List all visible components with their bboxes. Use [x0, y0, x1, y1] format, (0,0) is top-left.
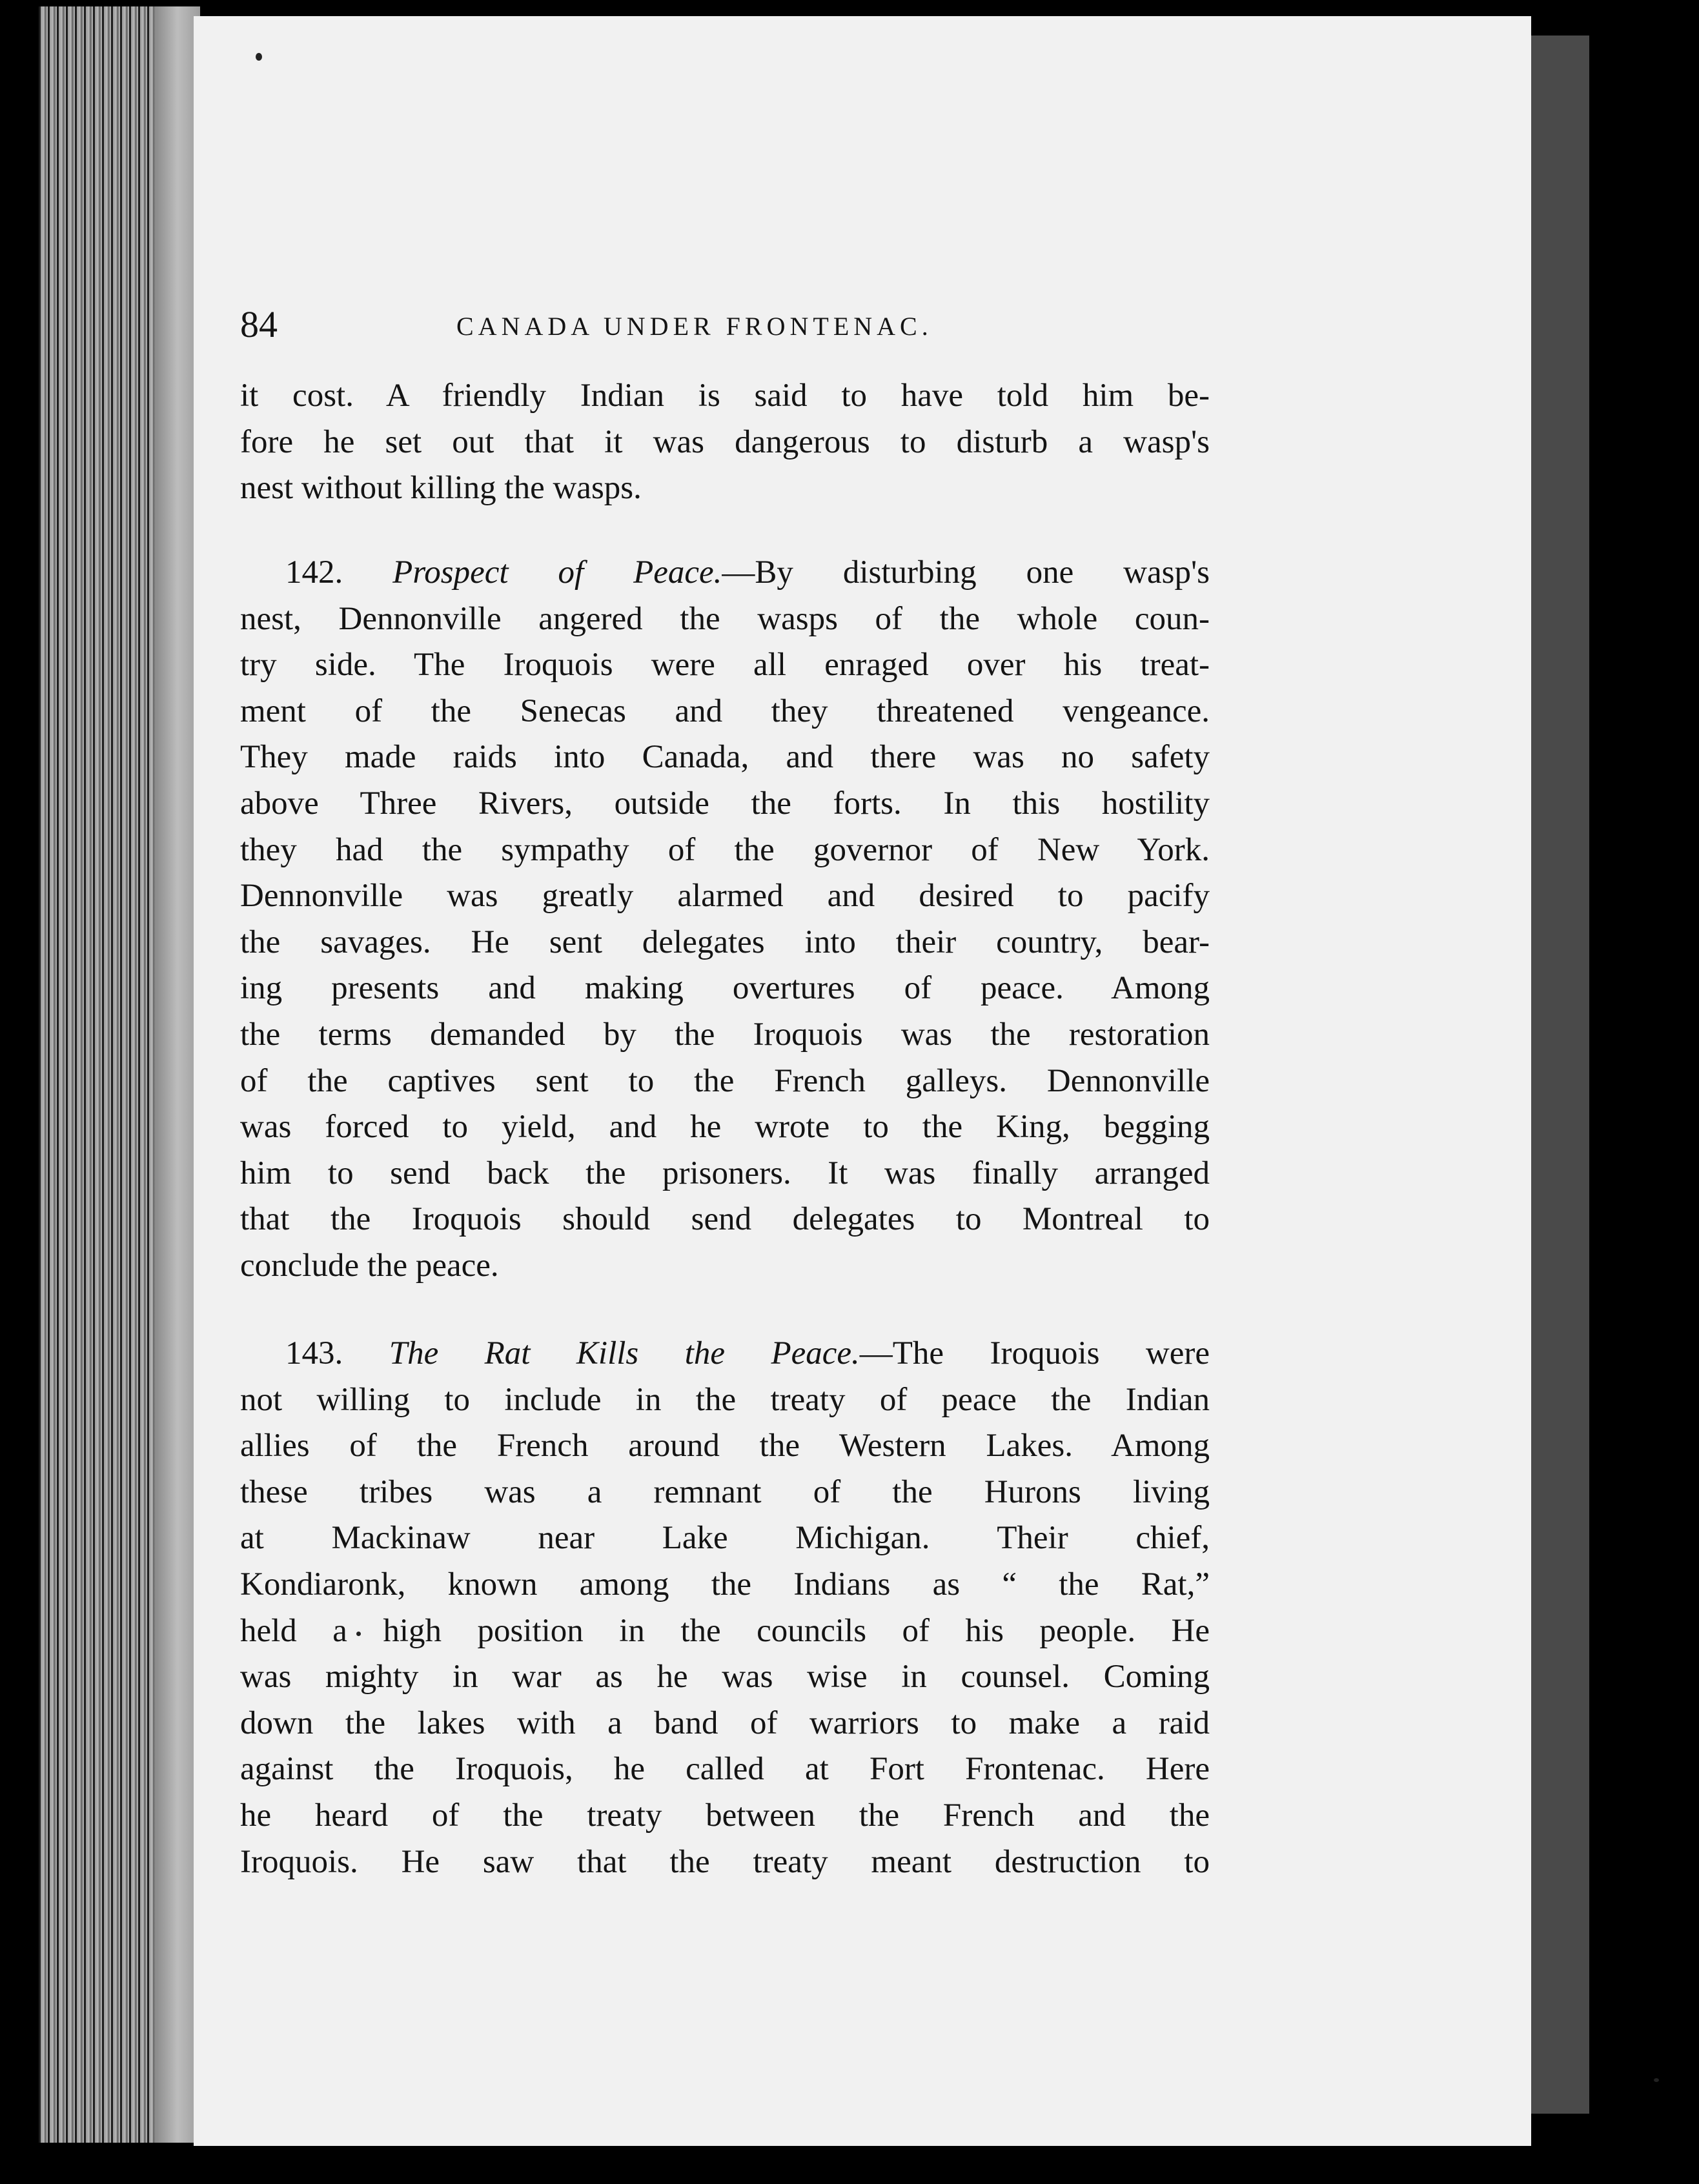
text-line: not willing to include in the treaty of peace the Indian [240, 1381, 1210, 1418]
text-line: down the lakes with a band of warriors to make a raid [240, 1704, 1210, 1741]
text-fragment: —The Iroquois were [859, 1335, 1210, 1371]
text-line: held a high position in the councils of his people. He [240, 1612, 1210, 1649]
section-number: 143. [285, 1335, 343, 1371]
section-heading: The Rat Kills the Peace. [389, 1335, 860, 1371]
section-143-paragraph [240, 1331, 1210, 1885]
text-line: was forced to yield, and he wrote to the King, begging [240, 1109, 1210, 1146]
text-line: fore he set out that it was dangerous to disturb a wasp's [240, 423, 1210, 460]
text-line: the terms demanded by the Iroquois was the restoration [240, 1016, 1210, 1053]
text-line: allies of the French around the Western Lakes. Among [240, 1428, 1210, 1464]
text-line: it cost. A friendly Indian is said to have told him be- [240, 378, 1210, 414]
text-line: Kondiaronk, known among the Indians as “ the Rat,” [240, 1566, 1210, 1603]
text-line: ing presents and making overtures of peace. Among [240, 970, 1210, 1007]
text-line: try side. The Iroquois were all enraged over his treat- [240, 647, 1210, 683]
page-header [240, 302, 1208, 347]
text-line: him to send back the prisoners. It was finally arranged [240, 1155, 1210, 1191]
text-line: that the Iroquois should send delegates to Montreal to [240, 1201, 1210, 1238]
section-first-line [240, 550, 1210, 596]
text-line: of the captives sent to the French galleys. Dennonville [240, 1062, 1210, 1099]
text-line: he heard of the treaty between the French and the [240, 1797, 1210, 1834]
scan-speck [1654, 2078, 1659, 2082]
page-number: 84 [240, 303, 278, 345]
book-page-edges [39, 6, 200, 2143]
text-line: Iroquois. He saw that the treaty meant destruction to [240, 1843, 1210, 1880]
text-line: the savages. He sent delegates into their country, bear- [240, 924, 1210, 960]
text-line: at Mackinaw near Lake Michigan. Their chief, [240, 1520, 1210, 1557]
text-line: above Three Rivers, outside the forts. In this hostility [240, 785, 1210, 822]
scan-speck [256, 53, 262, 61]
text-line: these tribes was a remnant of the Hurons living [240, 1473, 1210, 1510]
text-line: ment of the Senecas and they threatened vengeance. [240, 693, 1210, 729]
section-first-line [240, 1331, 1210, 1377]
text-line: they had the sympathy of the governor of New York. [240, 831, 1210, 868]
text-line: was mighty in war as he was wise in counsel. Coming [240, 1659, 1210, 1695]
text-line: against the Iroquois, he called at Fort Frontenac. Here [240, 1751, 1210, 1788]
text-line: nest, Dennonville angered the wasps of the whole coun- [240, 600, 1210, 637]
facing-page-edge [1531, 35, 1589, 2114]
continuation-paragraph [240, 373, 1210, 512]
text-line: They made raids into Canada, and there was no safety [240, 739, 1210, 776]
section-142-paragraph [240, 550, 1210, 1289]
text-line: Dennonville was greatly alarmed and desired to pacify [240, 878, 1210, 915]
section-heading: Prospect of Peace. [392, 554, 722, 591]
section-number: 142. [285, 554, 343, 591]
running-title: CANADA UNDER FRONTENAC. [456, 312, 933, 341]
text-fragment: —By disturbing one wasp's [722, 554, 1210, 591]
text-line: conclude the peace. [240, 1247, 499, 1284]
text-line: nest without killing the wasps. [240, 470, 642, 507]
